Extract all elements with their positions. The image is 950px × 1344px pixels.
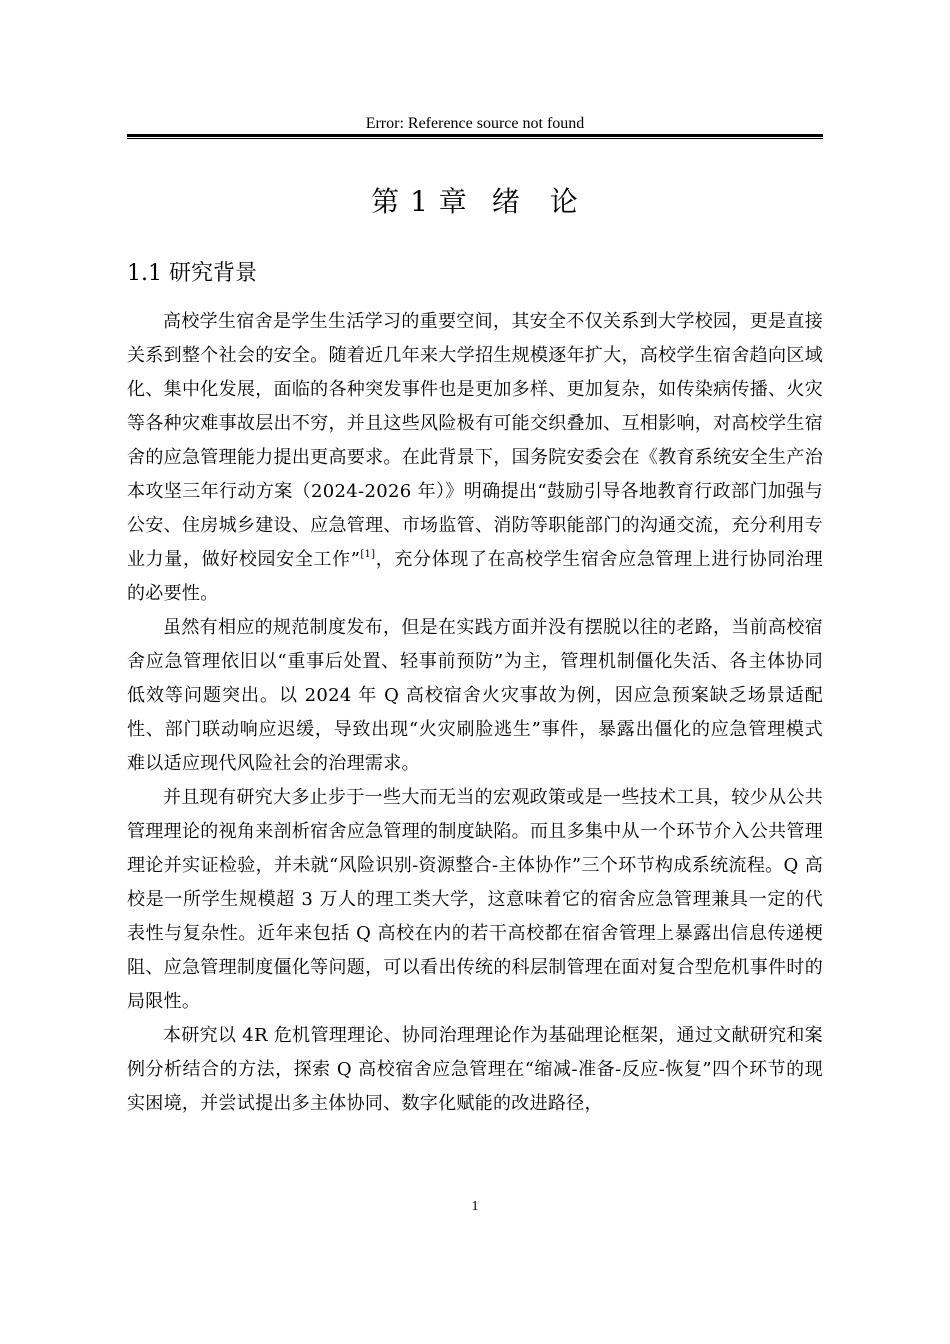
paragraph-1-text: 高校学生宿舍是学生生活学习的重要空间，其安全不仅关系到大学校园，更是直接关系到整个社会的安全。随着近几年来大学招生规模逐年扩大，高校学生宿舍趋向区域化、集中化发展，面临的各种突发事件也是更加多样、更加复杂，如传染病传播、火灾等各种灾难事故层出不穷，并且这些风险极有可能交织叠加、互相影响，对高校学生宿舍的应急管理能力提出更高要求。在此背景下，国务院安委会在《教育系统安全生产治本攻坚三年行动方案（2024-2026 年）》明确提出“鼓励引导各地教育行政部门加强与公安、住房城乡建设、应急管理、市场监管、消防等职能部门的沟通交流，充分利用专业力量，做好校园安全工作” bbox=[127, 311, 823, 570]
paragraph-1-tail: ，充分体现了在高校学生宿舍应急管理上进行协同治理的必要性。 bbox=[127, 549, 823, 604]
paragraph-4: 本研究以 4R 危机管理理论、协同治理理论作为基础理论框架，通过文献研究和案例分析结合的方法，探索 Q 高校宿舍应急管理在“缩减-准备-反应-恢复”四个环节的现实困境，并尝试提出多主体协同、数字化赋能的改进路径， bbox=[127, 1025, 823, 1114]
header-rule-thick bbox=[127, 134, 823, 137]
section-heading: 1.1 研究背景 bbox=[127, 261, 257, 286]
paragraph-1 bbox=[127, 305, 823, 611]
header-rule-thin bbox=[127, 138, 823, 139]
paragraph-3: 并且现有研究大多止步于一些大而无当的宏观政策或是一些技术工具，较少从公共管理理论的视角来剖析宿舍应急管理的制度缺陷。而且多集中从一个环节介入公共管理理论并实证检验，并未就“风险识别-资源整合-主体协作”三个环节构成系统流程。Q 高校是一所学生规模超 3 万人的理工类大学，这意味着它的宿舍应急管理兼具一定的代表性与复杂性。近年来包括 Q 高校在内的若干高校都在宿舍管理上暴露出信息传递梗阻、应急管理制度僵化等问题，可以看出传统的科层制管理在面对复合型危机事件时的局限性。 bbox=[127, 787, 823, 1012]
citation-ref[interactable]: [1] bbox=[360, 549, 376, 560]
running-header: Error: Reference source not found bbox=[365, 115, 585, 132]
paragraph-2: 虽然有相应的规范制度发布，但是在实践方面并没有摆脱以往的老路，当前高校宿舍应急管理依旧以“重事后处置、轻事前预防”为主，管理机制僵化失活、各主体协同低效等问题突出。以 2024 年 Q 高校宿舍火灾事故为例，因应急预案缺乏场景适配性、部门联动响应迟缓，导致出现“火灾刷脸逃生”事件，暴露出僵化的应急管理模式难以适应现代风险社会的治理需求。 bbox=[127, 617, 823, 774]
chapter-title bbox=[127, 182, 823, 222]
chapter-name: 绪 论 bbox=[491, 185, 579, 218]
chapter-number: 第 1 章 bbox=[371, 185, 468, 218]
page-number: 1 bbox=[471, 1199, 479, 1214]
body-text bbox=[127, 305, 823, 1121]
